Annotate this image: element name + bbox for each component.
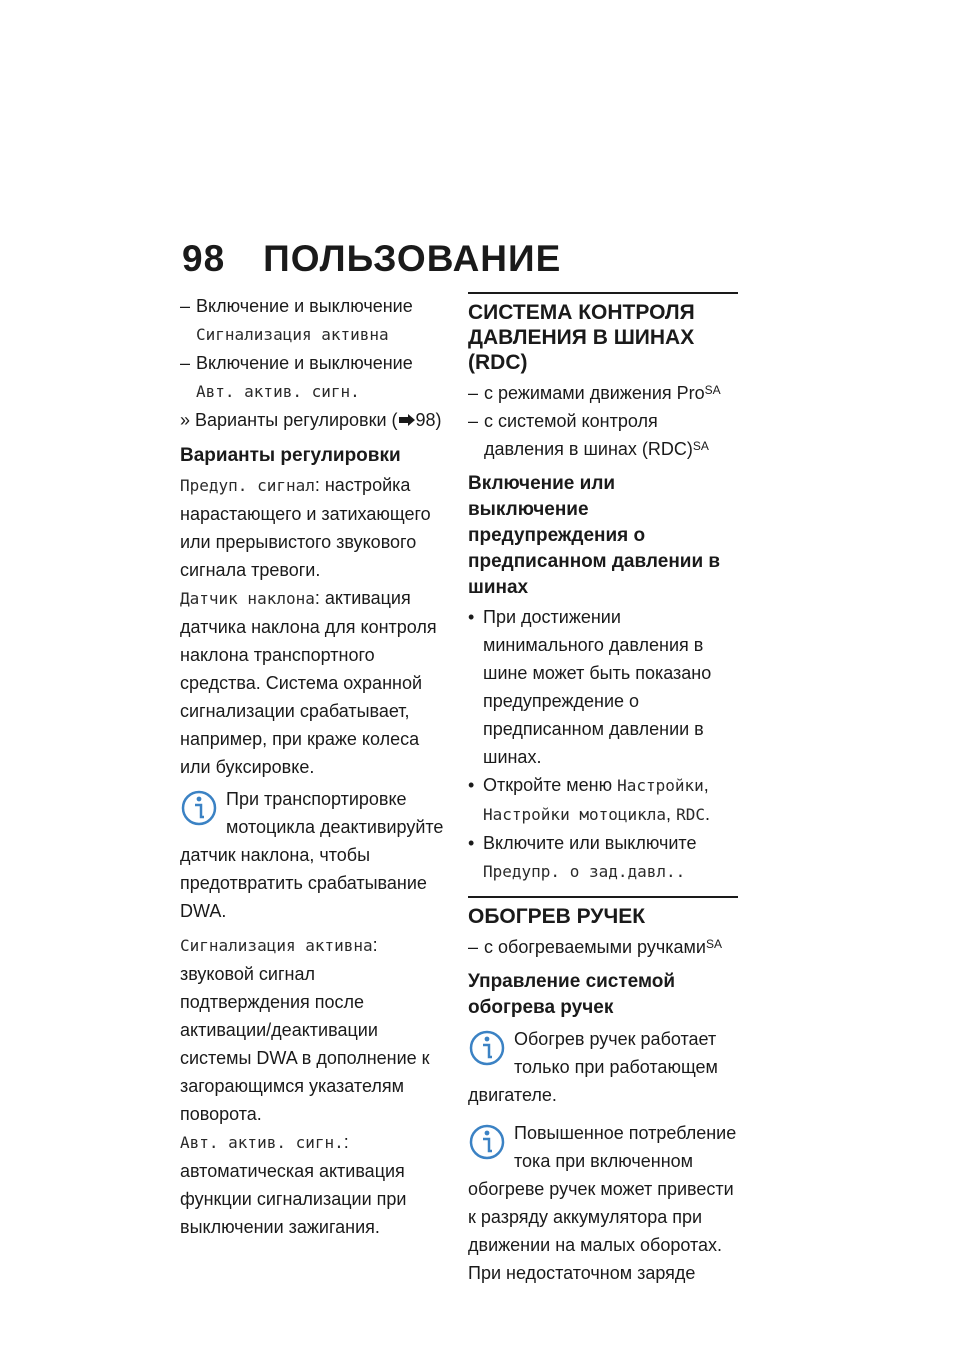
list-item: – Включение и выключение Сигнализация активна (180, 292, 448, 349)
info-icon (468, 1027, 506, 1067)
option-description: Предуп. сигнал: настройка нарастающего и затихающего или прерывистого звукового сигнала тревоги. (180, 475, 431, 581)
section-heading: Варианты регулировки (180, 445, 401, 467)
page-title: ПОЛЬЗОВАНИЕ (263, 238, 562, 279)
section-title: ОБОГРЕВ РУЧЕК (468, 896, 738, 929)
info-icon (180, 787, 218, 827)
list-item: – Включение и выключение Авт. актив. сигн. (180, 349, 448, 406)
option-description: Авт. актив. сигн.: автоматическая активация функции сигнализации при выключении зажигания. (180, 1132, 407, 1238)
list-item: • Включите или выключите Предупр. о зад.давл.. (468, 829, 738, 886)
option-description: Сигнализация активна: звуковой сигнал подтверждения после активации/деактивации системы DWA в дополнение к загорающимся указателям поворота. (180, 935, 430, 1125)
option-description: Датчик наклона: активация датчика наклона для контроля наклона транспортного средства. Система охранной сигнализации срабатывает, например, при краже колеса или буксировке. (180, 588, 437, 778)
cross-reference: » Варианты регулировки ( 98) (180, 406, 448, 435)
info-icon (468, 1121, 506, 1161)
info-note: Обогрев ручек работает только при работающем двигателе. (468, 1029, 718, 1105)
page-number: 98 (182, 238, 226, 279)
info-note: При транспортировке мотоцикла деактивируйте датчик наклона, чтобы предотвратить срабатывание DWA. (180, 789, 444, 922)
info-note: Повышенное потребление тока при включенном обогреве ручек может привести к разряду аккумулятора при движении на малых оборотах. При недостаточном заряде (468, 1123, 737, 1283)
section-title: СИСТЕМА КОНТРОЛЯ ДАВЛЕНИЯ В ШИНАХ (RDC) (468, 292, 738, 375)
menu-value: Авт. актив. сигн. (196, 382, 360, 401)
subsection-heading: Включение или выключение предупреждения о предписанном давлении в шинах (468, 473, 721, 598)
right-column (468, 292, 738, 1287)
subsection-heading: Управление системой обогрева ручек (468, 971, 676, 1018)
left-column (180, 292, 448, 1241)
list-item: – с системой контроля давления в шинах (RDC)$^{SA}$ (468, 407, 738, 463)
list-item: • При достижении минимального давления в шине может быть показано предупреждение о предписанном давлении в шинах. (468, 603, 738, 771)
list-item: – с режимами движения Pro$^{SA}$ (468, 379, 738, 407)
page-header (182, 238, 561, 280)
menu-value: Сигнализация активна (196, 325, 389, 344)
list-item: • Откройте меню Настройки, Настройки мотоцикла, RDC. (468, 771, 738, 829)
arrow-right-icon (398, 407, 416, 435)
list-item: – с обогреваемыми ручками$^{SA}$ (468, 933, 738, 961)
